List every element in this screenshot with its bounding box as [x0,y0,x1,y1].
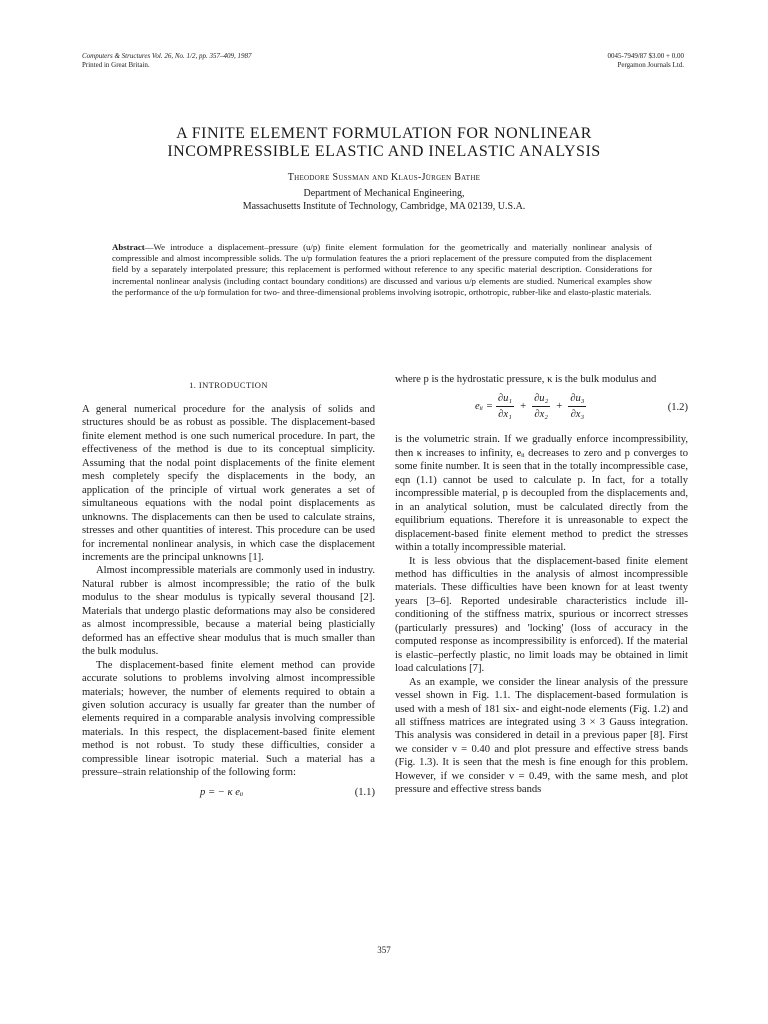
abstract-text: —We introduce a displacement–pressure (u/p) finite element formulation for the geometrically and materially nonlinear analysis of compressible and almost incompressible solids. The u/p formulation features the a priori replacement of the pressure computed from the displacement field by a separately interpolated pressure; this replacement is performed without reference to any specific material description. Considerations for incremental nonlinear analysis (including contact boundary conditions) are discussed and various u/p elements are studied. Numerical examples show the performance of the u/p formulation for two- and three-dimensional problems involving isotropic, orthotropic, rubber-like and elasto-plastic materials. [112,242,652,297]
equation-1-2-body [475,391,589,422]
paragraph: Almost incompressible materials are commonly used in industry. Natural rubber is almost incompressible; the ratio of the bulk modulus to the shear modulus is typically several thousand [2]. Materials that undergo plastic deformations may also be considered as almost incompressible, because a material being plasticially deformed has an effective shear modulus that is much smaller than the bulk modulus. [82,565,375,658]
abstract [112,242,652,298]
fraction-numerator: ∂u₂ [532,391,550,407]
affiliation [0,188,768,213]
publisher-info-line2: Pergamon Journals Ltd. [617,61,684,69]
publisher-info-line1: 0045-7949/87 $3.00 + 0.00 [607,52,684,60]
paper-title-line2: INCOMPRESSIBLE ELASTIC AND INELASTIC ANALYSIS [167,143,601,160]
fraction-denominator: ∂x₁ [498,409,512,421]
fraction-denominator: ∂x₂ [534,409,548,421]
section-heading-introduction: 1. INTRODUCTION [189,380,268,390]
equation-1-1 [82,782,375,806]
publisher-info [608,52,684,70]
paragraph: As an example, we consider the linear analysis of the pressure vessel shown in Fig. 1.1. The displacement-based formulation is used with a mesh of 181 six- and eight-node elements (Fig. 1.2) and all stiffness matrices are integrated using 3 × 3 Gauss integration. This analysis was considered in detail in a previous paper [8]. First we consider ν = 0.40 and plot pressure and effective stress bands (Fig. 1.3). It is seen that the mesh is fine enough for this problem. However, if we consider ν = 0.49, with the same mesh, and plot pressure and effective stress bands [395,676,688,796]
paper-title-line1: A FINITE ELEMENT FORMULATION FOR NONLINEAR [176,125,592,142]
plus-operator: + [520,401,527,413]
paragraph: is the volumetric strain. If we gradually enforce incompressibility, then κ increases to infinity, eᵢᵢ decreases to zero and p converges to some finite number. It is seen that in the totally incompressible case, eqn (1.1) cannot be used to calculate p. In fact, for a totally incompressible material, p is decoupled from the displacements and, in an analytical solution, must be calculated directly from the equilibrium equations. Therefore it is unreasonable to expect the displacement-based finite element method to predict the stresses within a totally incompressible material. [395,434,688,554]
left-column [82,403,375,806]
fraction [568,391,586,422]
equation-lhs: eᵢᵢ = [475,401,493,413]
fraction-denominator: ∂x₃ [570,409,585,421]
equation-number: (1.2) [667,402,688,414]
paragraph: It is less obvious that the displacement-based finite element method has difficulties in the analysis of almost incompressible materials. These difficulties have been known for at least twenty years [3–6]. Reported undesirable characteristics include ill-conditioning of the stiffness matrix, spurious or incorrect stresses (particularly pressures) and 'locking' (loss of accuracy in the computed response as incompressibility is enforced). If the material is elastic–perfectly plastic, no limit loads may be obtained in limit load calculations [7]. [395,555,688,675]
journal-citation [82,52,252,70]
paragraph: A general numerical procedure for the analysis of solids and structures should be as robust as possible. The displacement-based finite element method is one such numerical procedure. In part, the effectiveness of the method is due to its conceptual simplicity. Assuming that the nodal point displacements of the finite element mesh completely specify the displacements in the body, an application of the principle of virtual work generates a set of simultaneous equations with the nodal point displacements as unknowns. The displacements can then be used to calculate strains, stresses and other quantities of interest. This procedure can be used for incremental nonlinear analysis, in which case the displacement increments are the principal unknowns [1]. [82,404,375,563]
author-list: Theodore Sussman and Klaus-Jürgen Bathe [287,172,481,183]
equation-1-2 [395,389,688,431]
affiliation-line1: Department of Mechanical Engineering, [303,188,465,199]
fraction [532,391,550,422]
equation-1-1-body: p = − κ eᵢᵢ [200,786,244,798]
fraction-numerator: ∂u₃ [568,391,586,407]
journal-citation-line1: Computers & Structures Vol. 26, No. 1/2, pp. 357–409, 1987 [82,52,252,60]
fraction [496,391,514,422]
fraction-numerator: ∂u₁ [496,391,514,407]
abstract-label: Abstract [112,242,145,252]
equation-number: (1.1) [354,786,375,798]
paragraph: The displacement-based finite element method can provide accurate solutions to problems involving almost incompressible materials; however, the number of elements required to obtain a given solution accuracy is usually far greater than the number of elements required in a comparable analysis involving compressible materials. In this respect, the displacement-based finite element method is not robust. To study these difficulties, consider a compressible linear isotropic material. Such a material has a pressure–strain relationship of the following form: [82,659,375,779]
page-number: 357 [377,945,391,955]
journal-citation-line2: Printed in Great Britain. [82,61,150,69]
paragraph: where p is the hydrostatic pressure, κ is the bulk modulus and [395,374,657,385]
affiliation-line2: Massachusetts Institute of Technology, Cambridge, MA 02139, U.S.A. [242,200,526,212]
right-column [395,373,688,797]
plus-operator: + [556,401,563,413]
paper-title [60,125,708,161]
